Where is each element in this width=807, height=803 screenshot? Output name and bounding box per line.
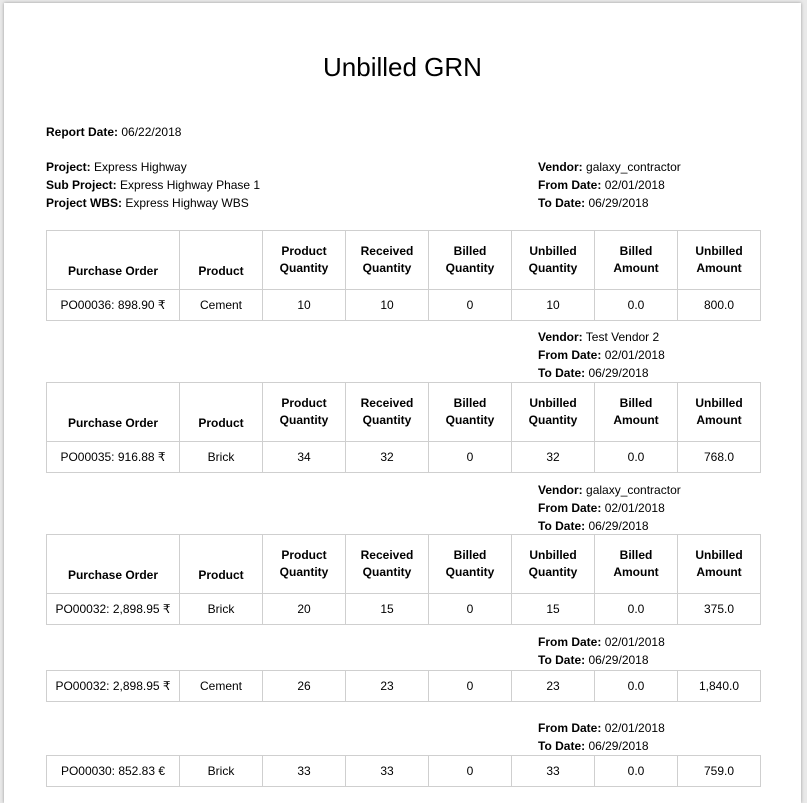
column-header-product-quantity: Product Quantity — [263, 535, 346, 594]
cell-unbilled-amount: 759.0 — [678, 756, 761, 787]
project-line — [46, 158, 260, 176]
column-header-received-quantity: Received Quantity — [346, 535, 429, 594]
cell-unbilled-amount: 800.0 — [678, 290, 761, 321]
cell-received-quantity: 33 — [346, 756, 429, 787]
cell-purchase-order: PO00035: 916.88 ₹ — [47, 442, 180, 473]
column-header-unbilled-amount: Unbilled Amount — [678, 383, 761, 442]
project-wbs-line — [46, 194, 260, 212]
cell-billed-amount: 0.0 — [595, 442, 678, 473]
grn-table — [46, 382, 761, 473]
column-header-product: Product — [180, 383, 263, 442]
vendor-line — [538, 158, 681, 176]
vendor-line-label: Vendor: — [538, 483, 583, 497]
vendor-info — [538, 719, 665, 755]
to-date-line-value: 06/29/2018 — [588, 653, 649, 667]
cell-billed-quantity: 0 — [429, 290, 512, 321]
vendor-info — [538, 328, 665, 382]
to-date-line-label: To Date: — [538, 653, 586, 667]
project-value: Express Highway — [94, 160, 187, 174]
cell-purchase-order: PO00036: 898.90 ₹ — [47, 290, 180, 321]
report-date-value: 06/22/2018 — [121, 125, 182, 139]
from-date-line-label: From Date: — [538, 501, 602, 515]
cell-purchase-order: PO00030: 852.83 € — [47, 756, 180, 787]
vendor-info — [538, 481, 681, 535]
cell-purchase-order: PO00032: 2,898.95 ₹ — [47, 671, 180, 702]
sub-project-line — [46, 176, 260, 194]
from-date-line — [538, 719, 665, 737]
column-header-product-quantity: Product Quantity — [263, 383, 346, 442]
table-header-row — [47, 535, 761, 594]
column-header-received-quantity: Received Quantity — [346, 231, 429, 290]
column-header-unbilled-amount: Unbilled Amount — [678, 535, 761, 594]
vendor-line — [538, 328, 665, 346]
cell-product: Brick — [180, 756, 263, 787]
column-header-unbilled-quantity: Unbilled Quantity — [512, 535, 595, 594]
vendor-info — [538, 633, 665, 669]
cell-product: Cement — [180, 290, 263, 321]
column-header-purchase-order: Purchase Order — [47, 231, 180, 290]
from-date-line-label: From Date: — [538, 178, 602, 192]
cell-received-quantity: 23 — [346, 671, 429, 702]
to-date-line-label: To Date: — [538, 366, 586, 380]
cell-unbilled-quantity: 10 — [512, 290, 595, 321]
to-date-line — [538, 364, 665, 382]
column-header-purchase-order: Purchase Order — [47, 383, 180, 442]
grn-table — [46, 534, 761, 625]
cell-unbilled-quantity: 32 — [512, 442, 595, 473]
to-date-line-label: To Date: — [538, 519, 586, 533]
vendor-line-label: Vendor: — [538, 160, 583, 174]
to-date-line — [538, 194, 681, 212]
cell-unbilled-amount: 1,840.0 — [678, 671, 761, 702]
vendor-line-value: galaxy_contractor — [586, 160, 681, 174]
table-header-row — [47, 383, 761, 442]
cell-billed-quantity: 0 — [429, 671, 512, 702]
cell-received-quantity: 15 — [346, 594, 429, 625]
to-date-line-value: 06/29/2018 — [588, 196, 649, 210]
to-date-line — [538, 517, 681, 535]
cell-unbilled-amount: 375.0 — [678, 594, 761, 625]
cell-product-quantity: 26 — [263, 671, 346, 702]
from-date-line-value: 02/01/2018 — [604, 635, 665, 649]
from-date-line-value: 02/01/2018 — [604, 721, 665, 735]
column-header-billed-amount: Billed Amount — [595, 383, 678, 442]
cell-product: Brick — [180, 442, 263, 473]
to-date-line — [538, 651, 665, 669]
sub-project-value: Express Highway Phase 1 — [120, 178, 261, 192]
from-date-line — [538, 499, 681, 517]
cell-billed-amount: 0.0 — [595, 756, 678, 787]
table-row — [47, 594, 761, 625]
column-header-product: Product — [180, 231, 263, 290]
vendor-line-value: Test Vendor 2 — [585, 330, 660, 344]
vendor-info — [538, 158, 681, 212]
cell-product-quantity: 10 — [263, 290, 346, 321]
cell-unbilled-amount: 768.0 — [678, 442, 761, 473]
cell-product: Brick — [180, 594, 263, 625]
vendor-line — [538, 481, 681, 499]
from-date-line-value: 02/01/2018 — [604, 501, 665, 515]
cell-billed-quantity: 0 — [429, 442, 512, 473]
cell-unbilled-quantity: 33 — [512, 756, 595, 787]
from-date-line — [538, 176, 681, 194]
column-header-purchase-order: Purchase Order — [47, 535, 180, 594]
column-header-billed-amount: Billed Amount — [595, 535, 678, 594]
vendor-line-label: Vendor: — [538, 330, 583, 344]
column-header-billed-quantity: Billed Quantity — [429, 383, 512, 442]
project-wbs-value: Express Highway WBS — [125, 196, 249, 210]
from-date-line-label: From Date: — [538, 721, 602, 735]
table-row — [47, 442, 761, 473]
grn-table — [46, 755, 761, 787]
to-date-line — [538, 737, 665, 755]
column-header-unbilled-quantity: Unbilled Quantity — [512, 231, 595, 290]
column-header-product-quantity: Product Quantity — [263, 231, 346, 290]
cell-billed-amount: 0.0 — [595, 290, 678, 321]
cell-product-quantity: 20 — [263, 594, 346, 625]
from-date-line — [538, 633, 665, 651]
report-title: Unbilled GRN — [323, 52, 482, 82]
cell-received-quantity: 32 — [346, 442, 429, 473]
to-date-line-value: 06/29/2018 — [588, 519, 649, 533]
table-row — [47, 756, 761, 787]
to-date-line-value: 06/29/2018 — [588, 366, 649, 380]
report-date — [46, 123, 181, 141]
from-date-line-value: 02/01/2018 — [604, 348, 665, 362]
project-info — [46, 158, 260, 212]
from-date-line — [538, 346, 665, 364]
cell-unbilled-quantity: 15 — [512, 594, 595, 625]
cell-billed-amount: 0.0 — [595, 671, 678, 702]
from-date-line-label: From Date: — [538, 348, 602, 362]
grn-table — [46, 670, 761, 702]
column-header-unbilled-quantity: Unbilled Quantity — [512, 383, 595, 442]
table-header-row — [47, 231, 761, 290]
vendor-line-value: galaxy_contractor — [586, 483, 681, 497]
cell-billed-quantity: 0 — [429, 756, 512, 787]
report-date-label: Report Date: — [46, 125, 119, 139]
column-header-billed-quantity: Billed Quantity — [429, 231, 512, 290]
project-wbs-label: Project WBS: — [46, 196, 123, 210]
to-date-line-label: To Date: — [538, 196, 586, 210]
column-header-received-quantity: Received Quantity — [346, 383, 429, 442]
cell-billed-amount: 0.0 — [595, 594, 678, 625]
cell-purchase-order: PO00032: 2,898.95 ₹ — [47, 594, 180, 625]
grn-table — [46, 230, 761, 321]
cell-billed-quantity: 0 — [429, 594, 512, 625]
to-date-line-value: 06/29/2018 — [588, 739, 649, 753]
column-header-unbilled-amount: Unbilled Amount — [678, 231, 761, 290]
cell-received-quantity: 10 — [346, 290, 429, 321]
from-date-line-label: From Date: — [538, 635, 602, 649]
from-date-line-value: 02/01/2018 — [604, 178, 665, 192]
column-header-product: Product — [180, 535, 263, 594]
column-header-billed-amount: Billed Amount — [595, 231, 678, 290]
cell-product: Cement — [180, 671, 263, 702]
table-row — [47, 671, 761, 702]
column-header-billed-quantity: Billed Quantity — [429, 535, 512, 594]
cell-unbilled-quantity: 23 — [512, 671, 595, 702]
cell-product-quantity: 33 — [263, 756, 346, 787]
report-page — [4, 3, 801, 803]
sub-project-label: Sub Project: — [46, 178, 117, 192]
to-date-line-label: To Date: — [538, 739, 586, 753]
cell-product-quantity: 34 — [263, 442, 346, 473]
project-label: Project: — [46, 160, 91, 174]
table-row — [47, 290, 761, 321]
